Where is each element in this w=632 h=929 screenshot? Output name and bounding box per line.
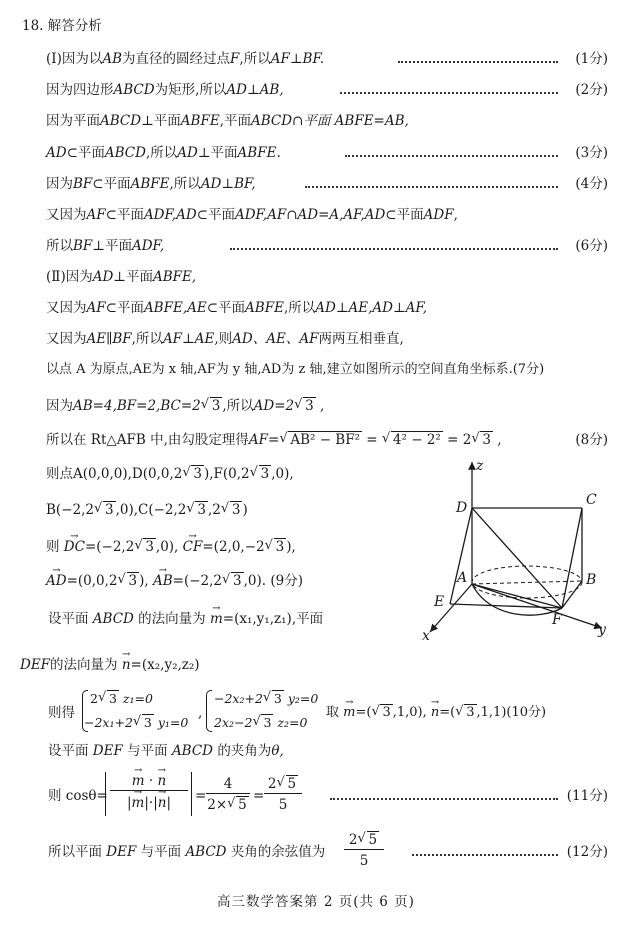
- score-1: (1分): [575, 51, 608, 67]
- p1-line7: 所以BF⊥平面ADF,: [46, 238, 165, 254]
- score-12: (12分): [566, 844, 608, 860]
- p1-line4: AD⊂平面ABCD,所以AD⊥平面ABFE.: [46, 145, 281, 161]
- left-brace: [206, 690, 212, 732]
- p2-line4: 以点 A 为原点,AE为 x 轴,AF为 y 轴,AD为 z 轴,建立如图所示的空间直角坐标系.(7分): [46, 362, 545, 377]
- equals: =: [253, 788, 265, 804]
- leader-dots: [305, 186, 558, 189]
- score-2: (2分): [575, 82, 608, 98]
- question-header: 18. 解答分析: [22, 18, 102, 34]
- label-D: D: [456, 500, 468, 516]
- p2-line1: (Ⅱ)因为AD⊥平面ABFE,: [46, 269, 197, 285]
- score-7: (8分): [575, 432, 608, 448]
- label-C: C: [586, 492, 597, 508]
- p2-line15-label: 则 cosθ=: [48, 788, 108, 804]
- system2-eq1: −2x₂+2√ 3 y₂=0: [214, 690, 318, 708]
- p2-line9: 则 → DC=(−2,2√ 3 ,0), → CF=(2,0,−2√ 3 ),: [46, 538, 296, 556]
- comma-sep: ,: [198, 705, 203, 721]
- score-11: (11分): [566, 788, 608, 804]
- cos-numerator: → m · → n: [110, 772, 188, 791]
- page-footer: 高三数学答案第 2 页(共 6 页): [217, 894, 415, 910]
- label-E: E: [434, 594, 445, 610]
- score-4: (4分): [575, 176, 608, 192]
- p1-line6: 又因为AF⊂平面ADF,AD⊂平面ADF,AF∩AD=A,AF,AD⊂平面ADF,: [46, 207, 458, 223]
- p2-line14: 设平面 DEF 与平面 ABCD 的夹角为θ,: [48, 743, 284, 759]
- p1-line1: (Ⅰ)因为以AB为直径的圆经过点F,所以AF⊥BF.: [46, 51, 325, 67]
- geometry-figure: [410, 456, 610, 642]
- label-z: z: [476, 458, 484, 474]
- p2-line5: 因为AB=4,BF=2,BC=2√ 3 ,所以AD=2√ 3 ,: [46, 397, 324, 415]
- leader-dots: [345, 155, 558, 158]
- label-F: F: [552, 612, 562, 628]
- p2-line3: 又因为AE∥BF,所以AF⊥AE,则AD、AE、AF两两互相垂直,: [46, 331, 404, 347]
- frac-num: 4: [206, 775, 250, 794]
- label-B: B: [586, 572, 597, 588]
- system2-eq2: 2x₂−2√ 3 z₂=0: [214, 714, 307, 732]
- cos-denominator: |→ m|·|→ n|: [110, 794, 188, 812]
- final-num: 2√ 5: [344, 831, 384, 850]
- leader-dots: [330, 798, 558, 801]
- p1-line3: 因为平面ABCD⊥平面ABFE,平面ABCD∩平面 ABFE=AB,: [46, 113, 409, 129]
- p2-line2: 又因为AF⊂平面ABFE,AE⊂平面ABFE,所以AD⊥AE,AD⊥AF,: [46, 300, 427, 316]
- p1-line2: 因为四边形ABCD为矩形,所以AD⊥AB,: [46, 82, 284, 98]
- p2-line8: B(−2,2√ 3 ,0),C(−2,2√ 3 ,2√ 3 ): [46, 501, 248, 519]
- label-y: y: [598, 622, 606, 638]
- p2-line10: → AD=(0,0,2√ 3 ), → AB=(−2,2√ 3 ,0). (9分): [46, 572, 303, 590]
- abs-bar: [191, 772, 192, 816]
- label-A: A: [457, 570, 468, 586]
- p2-line16: 所以平面 DEF 与平面 ABCD 夹角的余弦值为: [48, 844, 326, 860]
- frac-den: 5: [278, 797, 288, 813]
- p1-line5: 因为BF⊂平面ABFE,所以AD⊥BF,: [46, 176, 256, 192]
- frac-num: 2√ 5: [264, 775, 302, 794]
- score-5: (6分): [575, 238, 608, 254]
- p2-line13-label: 则得: [48, 705, 75, 721]
- score-3: (3分): [575, 145, 608, 161]
- label-x: x: [422, 628, 430, 642]
- abs-bar: [105, 772, 106, 816]
- p2-line7: 则点A(0,0,0),D(0,0,2√ 3 ),F(0,2√ 3 ,0),: [46, 465, 294, 483]
- p2-line12: DEF的法向量为 → n=(x₂,y₂,z₂): [20, 656, 200, 674]
- p2-line11: 设平面 ABCD 的法向量为 → m=(x₁,y₁,z₁),平面: [48, 610, 323, 628]
- leader-dots: [412, 854, 558, 857]
- leader-dots: [230, 248, 558, 251]
- equals: =: [195, 788, 207, 804]
- system1-eq2: −2x₁+2√ 3 y₁=0: [84, 714, 188, 732]
- final-den: 5: [359, 853, 369, 869]
- leader-dots: [398, 61, 558, 64]
- system1-eq1: 2√ 3 z₁=0: [90, 690, 153, 708]
- p2-line13-choice: 取 → m=(√ 3 ,1,0), → n=(√ 3 ,1,1)(10分): [326, 704, 546, 722]
- p2-line6: 所以在 Rt△AFB 中,由勾股定理得AF=√ AB² − BF² = √ 4² − 2² = 2√ 3 ,: [46, 431, 502, 449]
- frac-den: 2×√ 5: [206, 796, 250, 814]
- leader-dots: [340, 92, 558, 95]
